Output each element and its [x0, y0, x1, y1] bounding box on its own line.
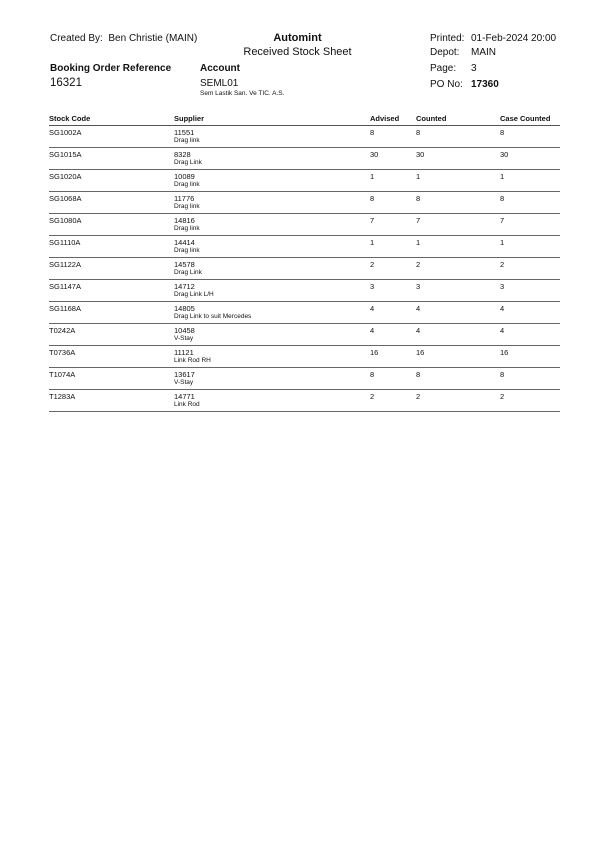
counted-qty: 2	[416, 392, 421, 401]
table-row	[49, 324, 560, 346]
item-description: Drag link	[174, 247, 200, 254]
table-row	[49, 192, 560, 214]
booking-ref-label: Booking Order Reference	[50, 63, 172, 74]
table-row	[49, 170, 560, 192]
counted-qty: 2	[416, 260, 421, 269]
company-name: Automint	[273, 32, 322, 44]
item-description: Drag link	[174, 225, 200, 232]
stock-code: T0242A	[49, 326, 76, 335]
stock-code: T0736A	[49, 348, 76, 357]
counted-qty: 16	[416, 348, 425, 357]
case-counted-qty: 4	[500, 326, 505, 335]
stock-code: SG1015A	[49, 150, 82, 159]
case-counted-qty: 4	[500, 304, 505, 313]
booking-ref-value: 16321	[50, 77, 82, 89]
table-row	[49, 214, 560, 236]
case-counted-qty: 16	[500, 348, 509, 357]
counted-qty: 3	[416, 282, 421, 291]
account-value: SEML01	[200, 78, 239, 89]
printed-label: Printed:	[430, 33, 465, 44]
supplier-code: 10089	[174, 172, 195, 181]
counted-qty: 4	[416, 326, 421, 335]
sheet-title: Received Stock Sheet	[243, 46, 352, 58]
supplier-code: 11551	[174, 128, 195, 137]
case-counted-qty: 1	[500, 172, 505, 181]
created-by-label: Created By:	[50, 33, 103, 44]
account-label: Account	[200, 63, 240, 74]
supplier-code: 10458	[174, 326, 195, 335]
advised-qty: 2	[370, 260, 375, 269]
depot-value: MAIN	[471, 47, 496, 58]
stock-code: T1074A	[49, 370, 76, 379]
counted-qty: 8	[416, 128, 421, 137]
advised-qty: 4	[370, 304, 375, 313]
item-description: V-Stay	[174, 335, 194, 342]
case-counted-qty: 3	[500, 282, 505, 291]
stock-code: SG1068A	[49, 194, 82, 203]
advised-qty: 7	[370, 216, 375, 225]
item-description: Link Rod	[174, 401, 200, 408]
table-row	[49, 280, 560, 302]
table-row	[49, 302, 560, 324]
case-counted-qty: 8	[500, 128, 505, 137]
counted-qty: 8	[416, 194, 421, 203]
table-header-row	[49, 114, 560, 126]
supplier-code: 11776	[174, 194, 195, 203]
supplier-code: 14712	[174, 282, 195, 291]
supplier-code: 14771	[174, 392, 195, 401]
item-description: Drag link	[174, 181, 200, 188]
advised-qty: 4	[370, 326, 375, 335]
case-counted-qty: 30	[500, 150, 509, 159]
stock-code: SG1168A	[49, 304, 81, 313]
item-description: Drag Link to suit Mercedes	[174, 313, 252, 320]
supplier-code: 11121	[174, 348, 194, 357]
table-row	[49, 258, 560, 280]
table-row	[49, 368, 560, 390]
col-advised: Advised	[370, 114, 416, 126]
page-label: Page:	[430, 63, 457, 74]
stock-code: SG1002A	[49, 128, 82, 137]
supplier-code: 14816	[174, 216, 195, 225]
table-row	[49, 346, 560, 368]
stock-table	[49, 114, 560, 412]
stock-code: SG1147A	[49, 282, 81, 291]
col-stock-code: Stock Code	[49, 114, 174, 126]
page-value: 3	[471, 63, 477, 74]
advised-qty: 1	[370, 238, 375, 247]
case-counted-qty: 2	[500, 260, 505, 269]
table-row	[49, 148, 560, 170]
advised-qty: 8	[370, 128, 375, 137]
table-body	[49, 126, 560, 412]
table-row	[49, 236, 560, 258]
stock-code: T1283A	[49, 392, 76, 401]
advised-qty: 16	[370, 348, 379, 357]
advised-qty: 8	[370, 370, 375, 379]
stock-code: SG1020A	[49, 172, 82, 181]
item-description: Drag Link	[174, 269, 202, 276]
supplier-code: 14805	[174, 304, 195, 313]
col-supplier: Supplier	[174, 114, 370, 126]
case-counted-qty: 8	[500, 370, 505, 379]
case-counted-qty: 2	[500, 392, 505, 401]
counted-qty: 8	[416, 370, 421, 379]
item-description: V-Stay	[174, 379, 194, 386]
counted-qty: 1	[416, 172, 421, 181]
advised-qty: 30	[370, 150, 379, 159]
col-case-counted: Case Counted	[500, 114, 560, 126]
stock-code: SG1110A	[49, 238, 81, 247]
table-row	[49, 390, 560, 412]
item-description: Drag link	[174, 137, 200, 144]
created-by-value: Ben Christie (MAIN)	[108, 33, 198, 44]
stock-code: SG1122A	[49, 260, 81, 269]
item-description: Link Rod RH	[174, 357, 211, 364]
supplier-code: 14414	[174, 238, 195, 247]
supplier-code: 13617	[174, 370, 195, 379]
account-name: Sem Lastik San. Ve TIC. A.S.	[200, 90, 285, 97]
advised-qty: 1	[370, 172, 375, 181]
counted-qty: 30	[416, 150, 425, 159]
item-description: Drag Link L/H	[174, 291, 214, 298]
case-counted-qty: 8	[500, 194, 505, 203]
counted-qty: 4	[416, 304, 421, 313]
printed-value: 01-Feb-2024 20:00	[471, 33, 557, 44]
advised-qty: 3	[370, 282, 375, 291]
item-description: Drag link	[174, 203, 200, 210]
item-description: Drag Link	[174, 159, 202, 166]
po-value: 17360	[471, 79, 499, 90]
case-counted-qty: 7	[500, 216, 505, 225]
stock-code: SG1080A	[49, 216, 82, 225]
po-label: PO No:	[430, 79, 463, 90]
case-counted-qty: 1	[500, 238, 505, 247]
col-counted: Counted	[416, 114, 500, 126]
counted-qty: 7	[416, 216, 421, 225]
supplier-code: 14578	[174, 260, 195, 269]
table-row	[49, 126, 560, 148]
supplier-code: 8328	[174, 150, 191, 159]
counted-qty: 1	[416, 238, 421, 247]
advised-qty: 8	[370, 194, 375, 203]
advised-qty: 2	[370, 392, 375, 401]
depot-label: Depot:	[430, 47, 460, 58]
